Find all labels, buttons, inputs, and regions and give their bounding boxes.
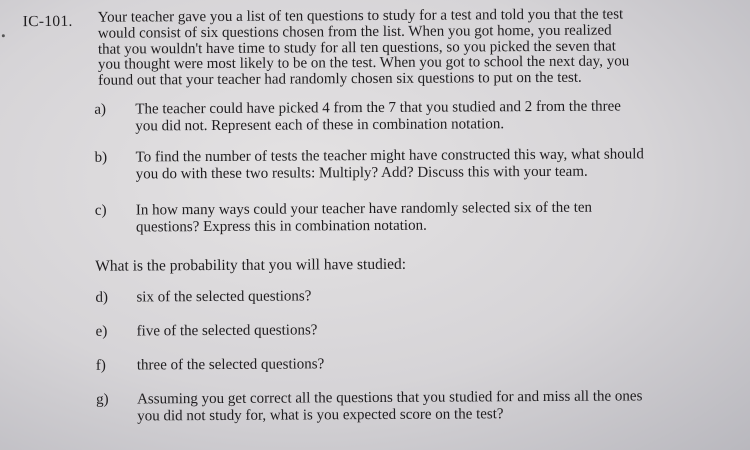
part-g — [96, 388, 736, 425]
part-b-text — [136, 146, 736, 184]
part-d-label: d) — [95, 289, 108, 306]
part-c-line: In how many ways could your teacher have randomly selected six of the ten — [135, 199, 593, 219]
intro-line: found out that your teacher had randomly chosen six questions to put on the test. — [98, 69, 582, 89]
part-e-text — [137, 320, 737, 341]
part-f-line: three of the selected questions? — [136, 356, 325, 374]
intro-line: would consist of six questions chosen from the list. When you got home, you realized — [97, 22, 612, 42]
part-e-label: e) — [95, 323, 108, 340]
part-c-line: questions? Express this in combination notation. — [135, 217, 427, 236]
problem-intro — [98, 7, 723, 90]
problem-number: IC-101. — [22, 12, 73, 31]
part-g-line: you did not study for, what is you expected score on the test? — [137, 406, 504, 425]
part-a — [94, 98, 734, 135]
part-b-label: b) — [94, 149, 108, 166]
part-c-text — [136, 199, 736, 237]
part-g-text — [137, 388, 737, 426]
part-c-label: c) — [94, 202, 107, 219]
part-a-text — [135, 98, 735, 136]
part-c — [94, 199, 735, 236]
intro-line: Your teacher gave you a list of ten questions to study for a test and told you that the test — [97, 6, 624, 26]
part-b — [94, 146, 735, 183]
intro-line: that you wouldn't have time to study for all ten questions, so you picked the seven that — [97, 38, 616, 58]
part-b-line: you do with these two results: Multiply? Add? Discuss this with your team. — [135, 163, 588, 183]
part-a-line: you did not. Represent each of these in combination notation. — [135, 116, 505, 135]
part-f-text — [137, 354, 737, 375]
part-g-line: Assuming you get correct all the questions that you studied for and miss all the ones — [137, 388, 643, 408]
intro-line: you thought were most likely to be on the test. When you got to school the next day, you — [97, 53, 630, 74]
part-a-line: The teacher could have picked 4 from the 7 that you studied and 2 from the three — [135, 98, 622, 118]
part-f — [95, 354, 736, 374]
part-d-text — [136, 286, 736, 307]
part-b-line: To find the number of tests the teacher might have constructed this way, what should — [135, 146, 644, 166]
part-e-line: five of the selected questions? — [136, 322, 318, 340]
part-d — [95, 286, 735, 306]
paper-speck — [2, 34, 5, 37]
part-a-label: a) — [94, 101, 106, 118]
part-g-label: g) — [96, 391, 109, 408]
part-f-label: f) — [95, 357, 106, 374]
part-e — [95, 320, 736, 340]
part-d-line: six of the selected questions? — [136, 288, 312, 306]
probability-heading: What is the probability that you will have studied: — [95, 255, 407, 275]
